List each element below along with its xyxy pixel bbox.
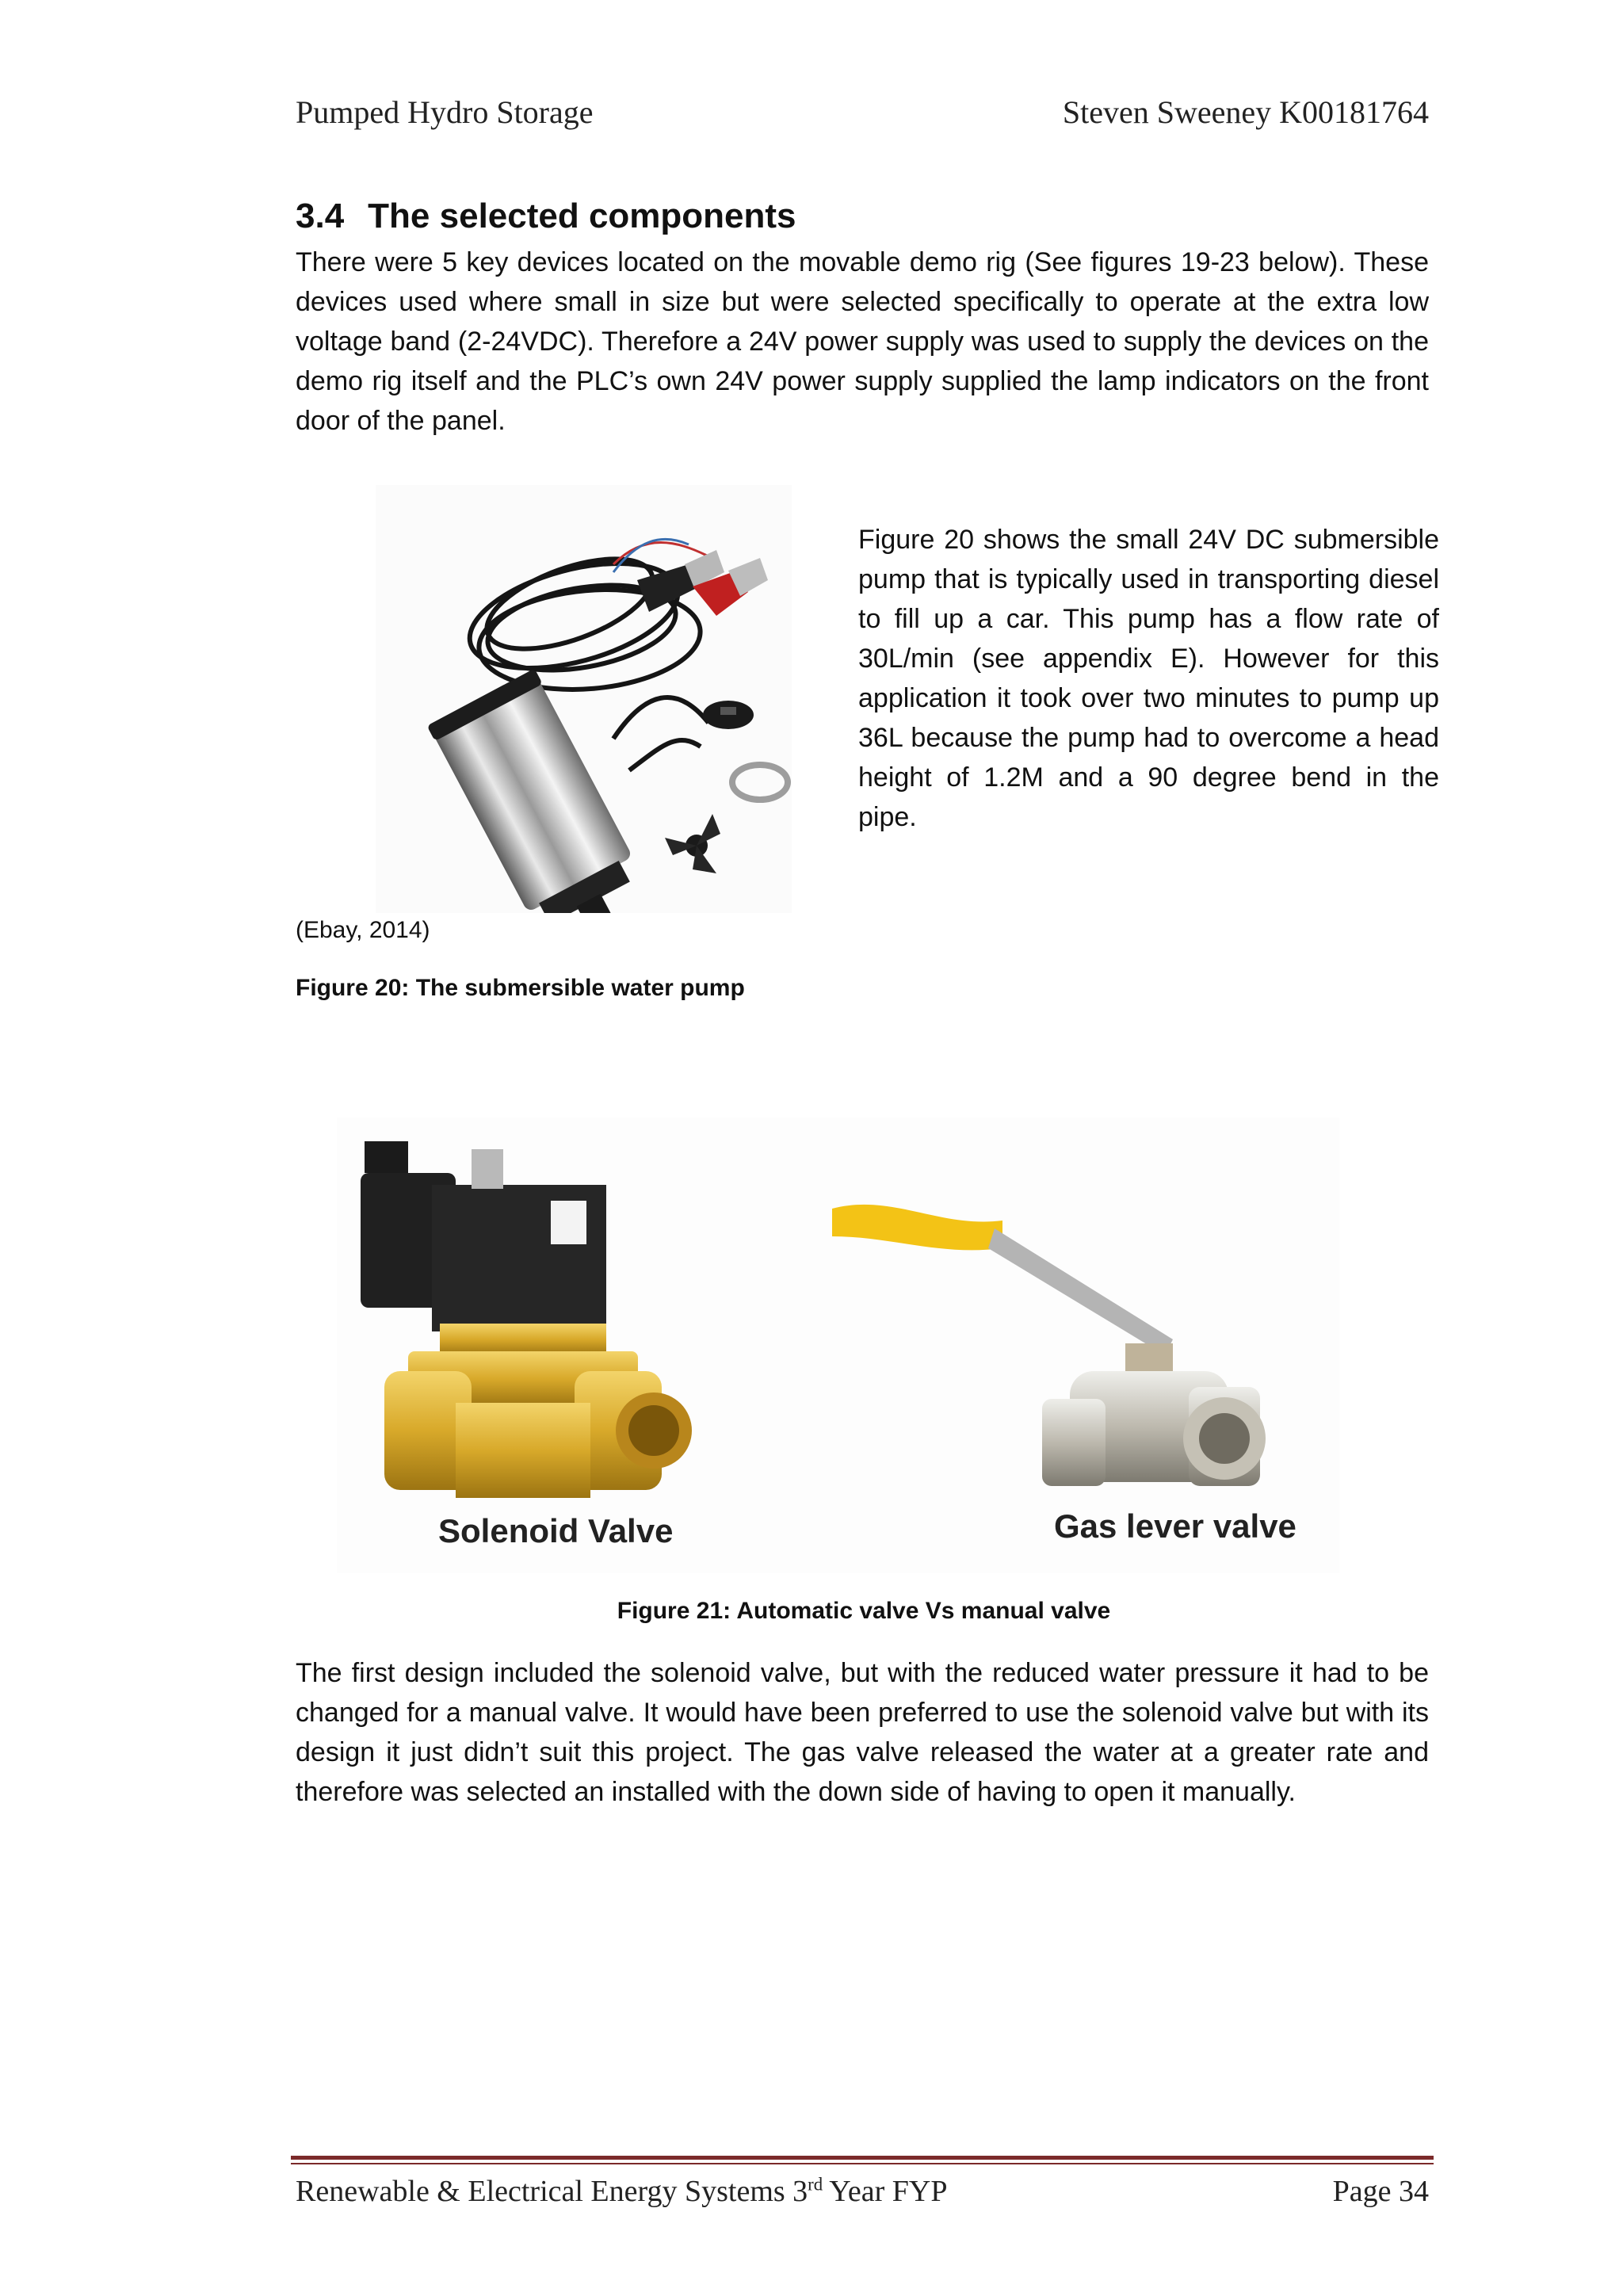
- paragraph-intro: There were 5 key devices located on the movable demo rig (See figures 19-23 below). These devices used where small in size but were selected specifically to operate at the extra low voltage band (2-24VDC). Therefore a 24V power supply was used to supply the devices on the demo rig itself and the PLC’s own 24V power supply supplied the lamp indicators on the front door of the panel.: [296, 247, 1429, 436]
- paragraph-pump-description: Figure 20 shows the small 24V DC submersible pump that is typically used in transporting diesel to fill up a car. This pump has a flow rate of 30L/min (see appendix E). However for this application it took over two minutes to pump up 36L because the pump had to overcome a head height of 1.2M and a 90 degree bend in the pipe.: [858, 525, 1439, 832]
- image-citation: (Ebay, 2014): [296, 917, 430, 943]
- figure-21-caption: Figure 21: Automatic valve Vs manual valve: [617, 1598, 1111, 1624]
- section-title-text: The selected components: [368, 197, 796, 235]
- solenoid-valve-drawing: [361, 1141, 692, 1498]
- solenoid-valve-label: Solenoid Valve: [438, 1512, 674, 1549]
- footer-course-end: Year FYP: [823, 2175, 948, 2208]
- section-title: [296, 197, 796, 236]
- header-left: Pumped Hydro Storage: [296, 94, 594, 130]
- gas-lever-valve-drawing: [832, 1205, 1266, 1486]
- valves-image: [337, 1117, 1339, 1573]
- figure-20-caption: Figure 20: The submersible water pump: [296, 975, 745, 1001]
- footer-superscript: rd: [808, 2174, 823, 2195]
- page-number: Page 34: [1332, 2175, 1429, 2208]
- header-right: Steven Sweeney K00181764: [1062, 94, 1429, 130]
- footer-rule-thin: [291, 2163, 1434, 2164]
- gas-valve-label: Gas lever valve: [1054, 1507, 1296, 1545]
- footer-rule: [291, 2156, 1434, 2160]
- footer-left: [296, 2174, 948, 2209]
- pump-image: [376, 485, 792, 913]
- paragraph-valve-decision: The first design included the solenoid valve, but with the reduced water pressure it had to be changed for a manual valve. It would have been preferred to use the solenoid valve but with its design it just didn’t suit this project. The gas valve released the water at a greater rate and therefore was selected an installed with the down side of having to open it manually.: [296, 1658, 1429, 1807]
- footer-course: Renewable & Electrical Energy Systems 3: [296, 2175, 808, 2208]
- section-number: 3.4: [296, 197, 345, 235]
